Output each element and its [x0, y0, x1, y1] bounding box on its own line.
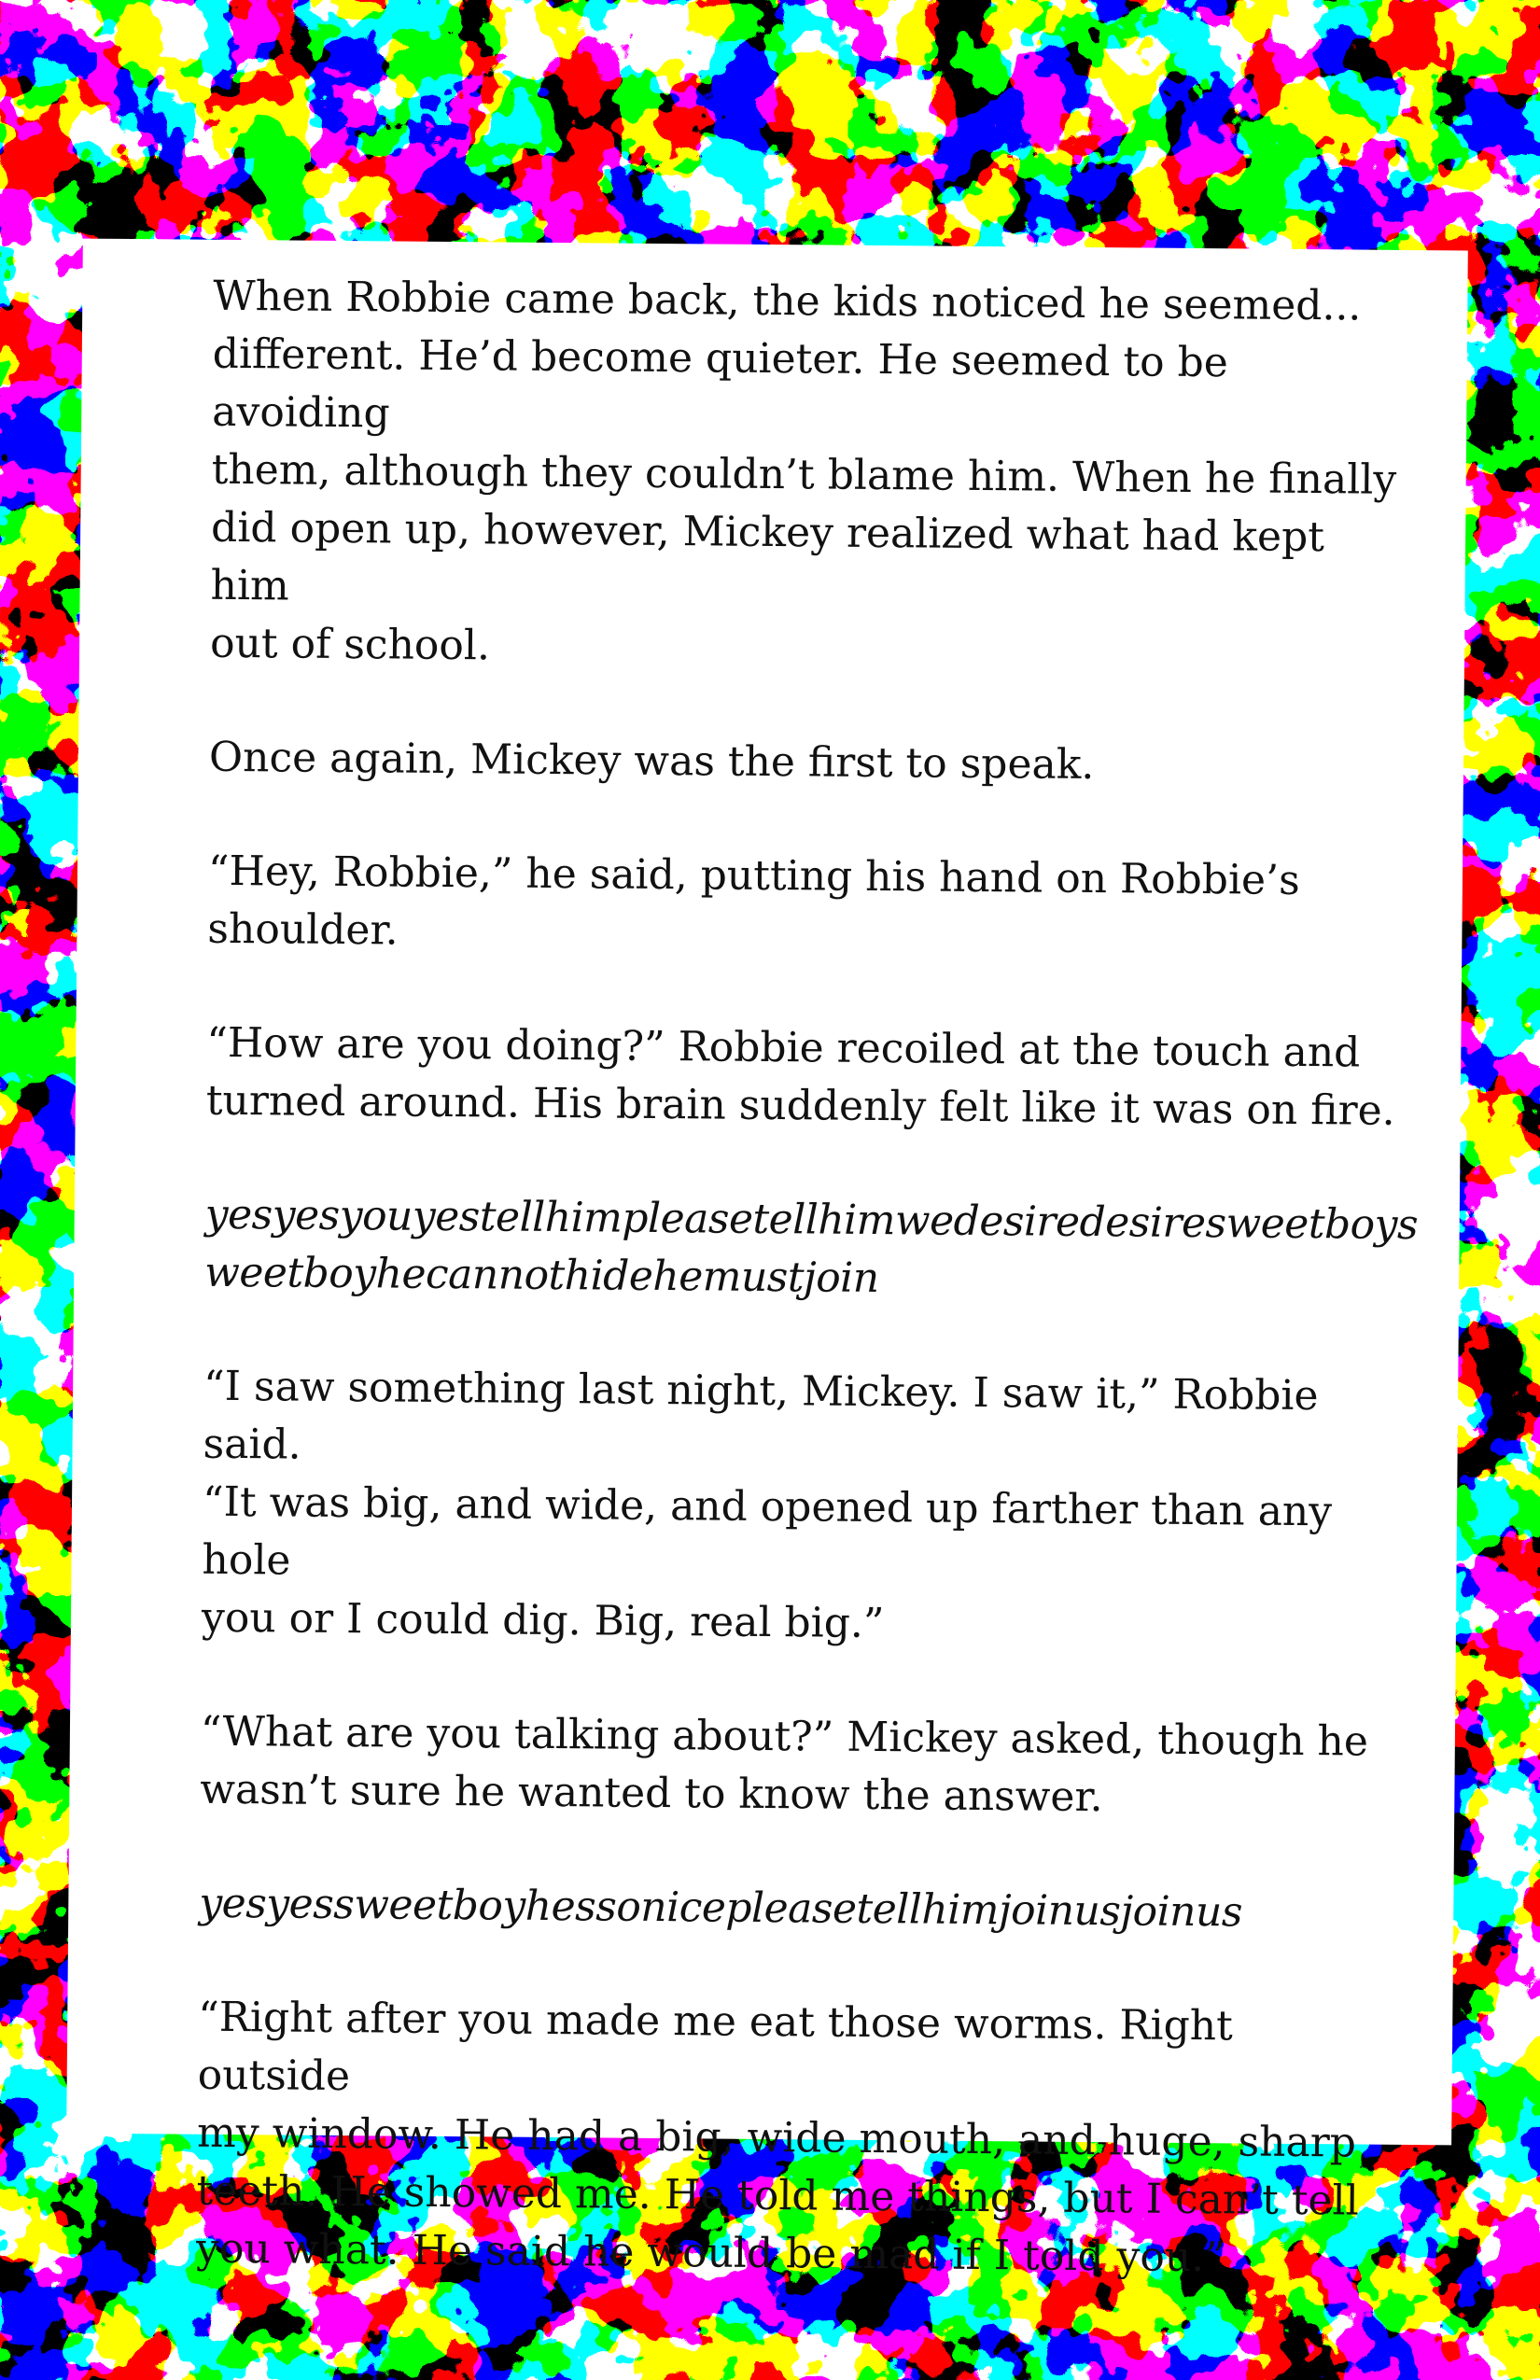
- paragraph-what-are-you-talking-about: “What are you talking about?” Mickey asked, though he wasn’t sure he wanted to know the answer.: [200, 1707, 1369, 1822]
- paper-sheet: [66, 239, 1468, 2282]
- paragraph-how-are-you-doing: “How are you doing?” Robbie recoiled at the touch and turned around. His brain suddenly felt like it was on fire.: [205, 1018, 1395, 1135]
- paragraph-saw-something: “I saw something last night, Mickey. I saw it,” Robbie said. “It was big, and wide, and opened up farther than any hole you or I could dig. Big, real big.”: [201, 1362, 1346, 1648]
- paragraph-robbie-came-back: When Robbie came back, the kids noticed he seemed... different. He’d become quieter. He seemed to be avoiding them, although they couldn’t blame him. When he finally did open up, however, Mickey realized what had kept him out of school.: [209, 272, 1397, 670]
- paragraph-italic-voice-1: yesyesyouyestellhimpleasetellhimwedesiredesiresweetboys weetboyhecannothidehemustjoin: [204, 1190, 1419, 1303]
- paragraph-italic-voice-2: yesyessweetboyhessonicepleasetellhimjoinusjoinus: [199, 1879, 1243, 1937]
- paragraph-right-after-worms: “Right after you made me eat those worms. Right outside my window. He had a big, wide mouth, and huge, sharp teeth. He showed me. He told me things, but I can’t tell you what. He said he would be mad if I told you.”: [195, 1993, 1359, 2282]
- paragraph-mickey-first-to-speak: Once again, Mickey was the first to speak.: [208, 733, 1095, 790]
- paragraph-hey-robbie: “Hey, Robbie,” he said, putting his hand on Robbie’s shoulder.: [207, 847, 1300, 955]
